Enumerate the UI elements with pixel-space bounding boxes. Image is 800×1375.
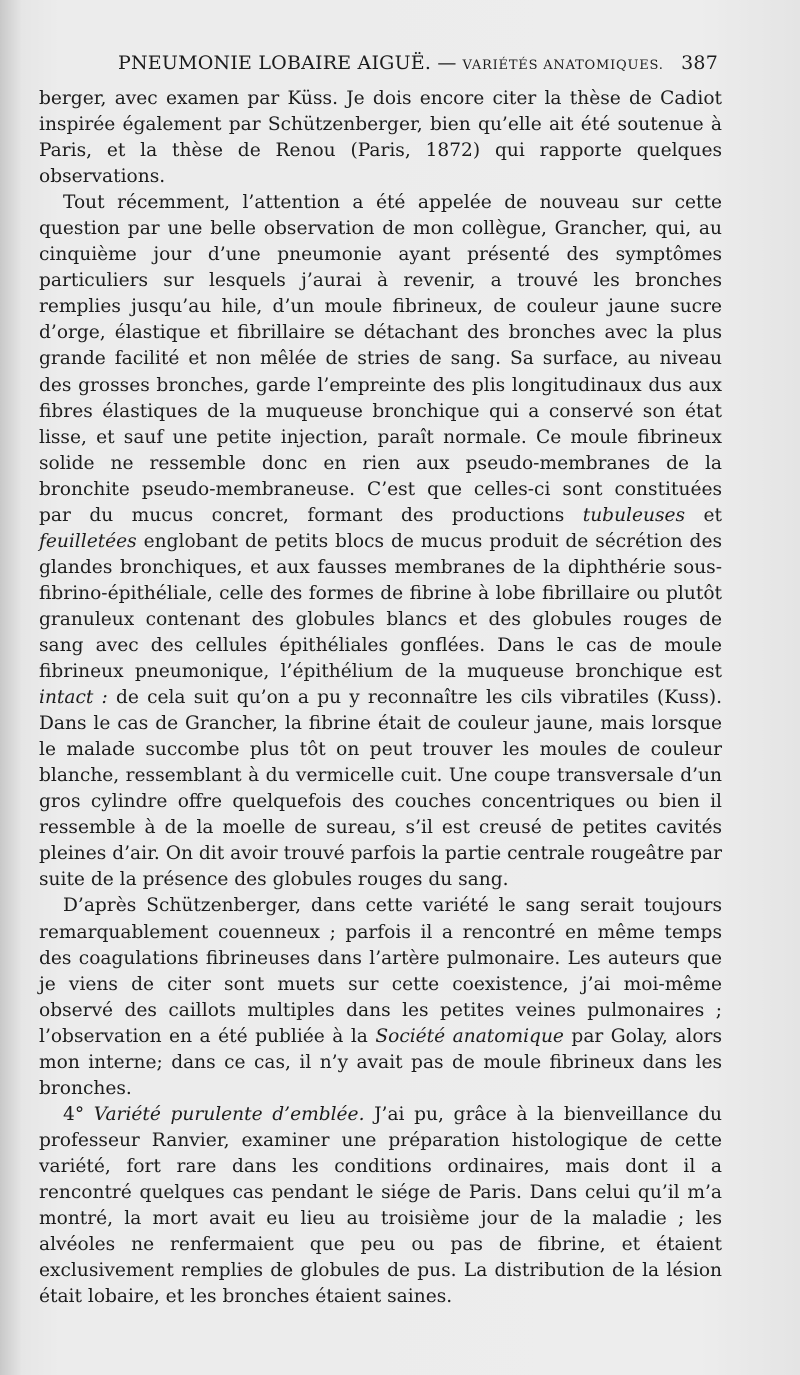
paragraph	[39, 86, 722, 190]
text-run: Tout récemment, l’attention a été appelée de nouveau sur cette question par une belle observation de mon collègue, Grancher, qui, au cinquième jour d’une pneumonie ayant présenté des symptômes particuliers sur lesquels j’aurai à revenir, a trouvé les bronches remplies jusqu’au hile, d’un moule fibrineux, de couleur jaune sucre d’orge, élastique et fibrillaire se détachant des bronches avec la plus grande facilité et non mêlée de stries de sang. Sa surface, au niveau des grosses bronches, garde l’empreinte des plis longitudinaux dus aux fibres élastiques de la muqueuse bronchique qui a conservé son état lisse, et sauf une petite injection, paraît normale. Ce moule fibrineux solide ne ressemble donc en rien aux pseudo-membranes de la bronchite pseudo-membraneuse. C’est que celles-ci sont constituées par du mucus concret, formant des productions	[39, 192, 722, 526]
paragraph	[39, 190, 722, 893]
text-run: et	[685, 504, 723, 526]
text-run: englobant de petits blocs de mucus produit de sécrétion des glandes bronchiques, et aux fausses membranes de la diphthérie sous-fibrino-épithéliale, celle des formes de fibrine à lobe fibrillaire ou plutôt granuleux contenant des globules blancs et des globules rouges de sang avec des cellules épithéliales gonflées. Dans le cas de moule fibrineux pneumonique, l’épithélium de la muqueuse bronchique est	[39, 530, 722, 683]
chapter-title: PNEUMONIE LOBAIRE AIGUË. —	[118, 52, 457, 74]
body-text	[39, 86, 722, 1310]
running-head-title	[118, 52, 664, 74]
italic-text: Société anatomique	[375, 1025, 564, 1047]
text-run: berger, avec examen par Küss. Je dois encore citer la thèse de Cadiot inspirée également par Schützenberger, bien qu’elle ait été soutenue à Paris, et la thèse de Renou (Paris, 1872) qui rapporte quelques observations.	[39, 88, 722, 188]
text-run: D’après Schützenberger, dans cette variété le sang serait toujours remarquablement couenneux ; parfois il a rencontré en même temps des coagulations fibrineuses dans l’artère pulmonaire. Les auteurs que je viens de citer sont muets sur cette coexistence, j’ai moi-même observé des caillots multiples dans les petites veines pulmonaires ; l’observation en a été publiée à la	[39, 895, 722, 1047]
text-run: par Golay, alors mon interne; dans ce cas, il n’y avait pas de moule fibrineux dans les bronches.	[39, 1025, 722, 1099]
italic-text: Variété purulente d’emblée.	[93, 1103, 365, 1125]
page-number: 387	[681, 52, 718, 74]
italic-text: intact :	[39, 687, 108, 709]
italic-text: tubuleuses	[582, 504, 686, 526]
section-subtitle: VARIÉTÉS ANATOMIQUES.	[462, 58, 664, 73]
text-run: J’ai pu, grâce à la bienveillance du professeur Ranvier, examiner une préparation histologique de cette variété, fort rare dans les conditions ordinaires, mais dont il a rencontré quelques cas pendant le siége de Paris. Dans celui qu’il m’a montré, la mort avait eu lieu au troisième jour de la maladie ; les alvéoles ne renfermaient que peu ou pas de fibrine, et étaient exclusivement remplies de globules de pus. La distribution de la lésion était lobaire, et les bronches étaient saines.	[39, 1103, 722, 1308]
text-run: 4°	[63, 1103, 94, 1125]
italic-text: feuilletées	[39, 530, 137, 552]
paragraph	[39, 1102, 722, 1310]
paragraph	[39, 893, 722, 1101]
text-run: de cela suit qu’on a pu y reconnaître les cils vibratiles (Kuss). Dans le cas de Grancher, la fibrine était de couleur jaune, mais lorsque le malade succombe plus tôt on peut trouver les moules de couleur blanche, ressemblant à du vermicelle cuit. Une coupe transversale d’un gros cylindre offre quelquefois des couches concentriques ou bien il ressemble à de la moelle de sureau, s’il est creusé de petites cavités pleines d’air. On dit avoir trouvé parfois la partie centrale rougeâtre par suite de la présence des globules rouges du sang.	[39, 687, 722, 891]
running-head	[118, 52, 718, 80]
